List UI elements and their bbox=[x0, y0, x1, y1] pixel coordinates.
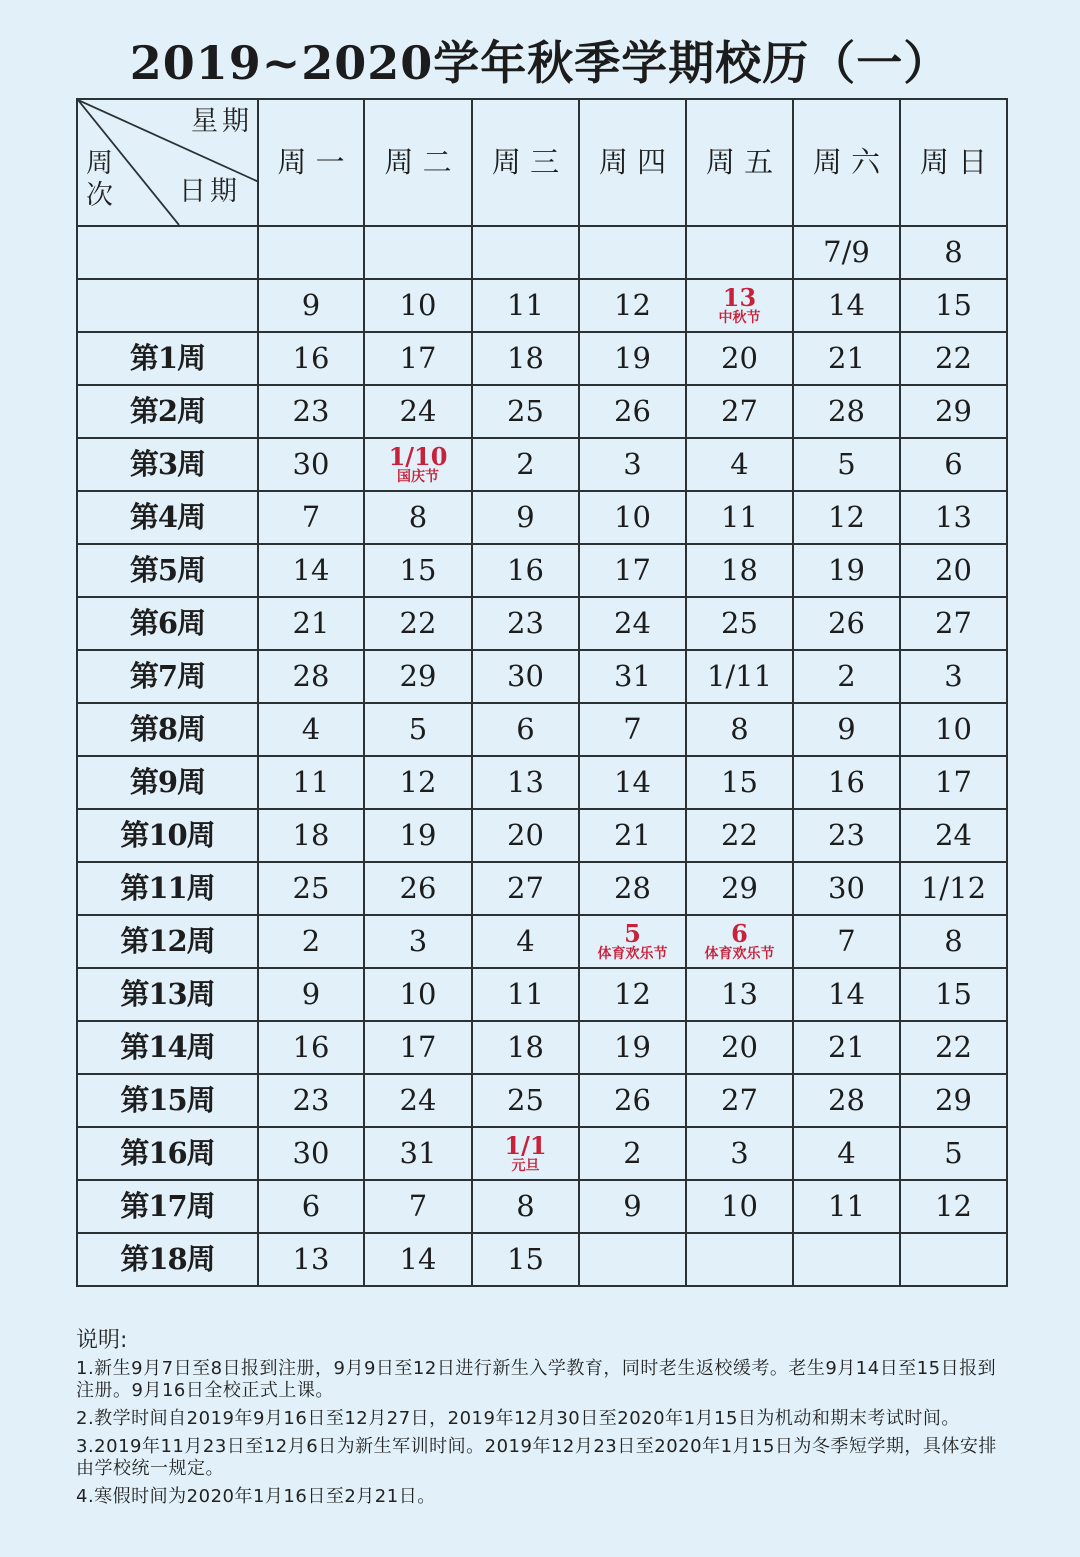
date-cell-tue: 3 bbox=[364, 915, 472, 968]
note-item: 4.寒假时间为2020年1月16日至2月21日。 bbox=[76, 1486, 436, 1507]
date-cell-fri: 22 bbox=[686, 809, 793, 862]
date-cell-fri: 3 bbox=[686, 1127, 793, 1180]
date-cell-fri: 20 bbox=[686, 1021, 793, 1074]
date-cell-thu: 26 bbox=[579, 1074, 686, 1127]
week-row bbox=[77, 597, 1007, 650]
date-cell-mon: 23 bbox=[258, 1074, 364, 1127]
date-cell-sat: 14 bbox=[793, 279, 900, 332]
date-cell-sat bbox=[793, 1233, 900, 1286]
week-label: 第18周 bbox=[77, 1233, 258, 1286]
week-row bbox=[77, 385, 1007, 438]
date-cell-sat: 7 bbox=[793, 915, 900, 968]
date-cell-tue: 17 bbox=[364, 332, 472, 385]
date-cell-mon: 7 bbox=[258, 491, 364, 544]
week-row bbox=[77, 1233, 1007, 1286]
date-cell-mon bbox=[258, 226, 364, 279]
corner-label-week-1: 周 bbox=[86, 148, 117, 179]
date-cell-thu bbox=[579, 226, 686, 279]
date-cell-sun: 27 bbox=[900, 597, 1007, 650]
holiday-date: 5 bbox=[624, 919, 641, 948]
date-cell-fri bbox=[686, 279, 793, 332]
date-cell-thu: 24 bbox=[579, 597, 686, 650]
date-cell-sat: 28 bbox=[793, 385, 900, 438]
date-cell-tue: 31 bbox=[364, 1127, 472, 1180]
date-cell-sat: 11 bbox=[793, 1180, 900, 1233]
date-cell-mon: 30 bbox=[258, 438, 364, 491]
date-cell-sat: 21 bbox=[793, 332, 900, 385]
day-header-sun: 周 日 bbox=[900, 99, 1007, 226]
date-cell-mon: 18 bbox=[258, 809, 364, 862]
date-cell-fri: 29 bbox=[686, 862, 793, 915]
date-cell-wed: 16 bbox=[472, 544, 579, 597]
date-cell-wed: 20 bbox=[472, 809, 579, 862]
date-cell-wed: 9 bbox=[472, 491, 579, 544]
date-cell-sun: 29 bbox=[900, 385, 1007, 438]
date-cell-thu: 31 bbox=[579, 650, 686, 703]
calendar-table bbox=[76, 98, 1008, 1287]
notes-heading: 说明: bbox=[76, 1328, 128, 1353]
holiday-date: 1/1 bbox=[504, 1131, 547, 1160]
day-header-wed: 周 三 bbox=[472, 99, 579, 226]
week-row bbox=[77, 756, 1007, 809]
week-label bbox=[77, 279, 258, 332]
date-cell-wed: 6 bbox=[472, 703, 579, 756]
date-cell-tue: 17 bbox=[364, 1021, 472, 1074]
date-cell-tue bbox=[364, 438, 472, 491]
date-cell-fri: 1/11 bbox=[686, 650, 793, 703]
date-cell-thu: 19 bbox=[579, 332, 686, 385]
week-label: 第7周 bbox=[77, 650, 258, 703]
date-cell-sat: 9 bbox=[793, 703, 900, 756]
holiday-marker bbox=[365, 442, 471, 485]
holiday-date: 13 bbox=[722, 283, 757, 312]
week-row bbox=[77, 809, 1007, 862]
note-item: 1.新生9月7日至8日报到注册，9月9日至12日进行新生入学教育，同时老生返校缓考。老生9月14日至15日报到注册。9月16日全校正式上课。 bbox=[76, 1358, 997, 1401]
date-cell-fri: 27 bbox=[686, 385, 793, 438]
date-cell-sat: 7/9 bbox=[793, 226, 900, 279]
date-cell-sun: 20 bbox=[900, 544, 1007, 597]
date-cell-tue: 29 bbox=[364, 650, 472, 703]
date-cell-mon: 16 bbox=[258, 1021, 364, 1074]
date-cell-fri: 10 bbox=[686, 1180, 793, 1233]
week-label: 第8周 bbox=[77, 703, 258, 756]
date-cell-tue: 24 bbox=[364, 385, 472, 438]
date-cell-thu: 26 bbox=[579, 385, 686, 438]
date-cell-sun: 12 bbox=[900, 1180, 1007, 1233]
date-cell-sun: 8 bbox=[900, 226, 1007, 279]
holiday-label: 国庆节 bbox=[397, 469, 439, 485]
date-cell-tue bbox=[364, 226, 472, 279]
date-cell-wed: 23 bbox=[472, 597, 579, 650]
date-cell-tue: 19 bbox=[364, 809, 472, 862]
week-label: 第3周 bbox=[77, 438, 258, 491]
date-cell-sun: 10 bbox=[900, 703, 1007, 756]
header-row bbox=[77, 99, 1007, 226]
date-cell-mon: 21 bbox=[258, 597, 364, 650]
date-cell-fri: 18 bbox=[686, 544, 793, 597]
day-header-sat: 周 六 bbox=[793, 99, 900, 226]
week-row bbox=[77, 279, 1007, 332]
date-cell-sun: 3 bbox=[900, 650, 1007, 703]
week-label: 第2周 bbox=[77, 385, 258, 438]
date-cell-thu bbox=[579, 915, 686, 968]
date-cell-tue: 12 bbox=[364, 756, 472, 809]
week-row bbox=[77, 438, 1007, 491]
date-cell-fri: 11 bbox=[686, 491, 793, 544]
week-row bbox=[77, 226, 1007, 279]
date-cell-thu: 2 bbox=[579, 1127, 686, 1180]
date-cell-wed: 2 bbox=[472, 438, 579, 491]
date-cell-fri bbox=[686, 1233, 793, 1286]
date-cell-tue: 8 bbox=[364, 491, 472, 544]
holiday-label: 元旦 bbox=[511, 1158, 540, 1174]
date-cell-sun: 15 bbox=[900, 968, 1007, 1021]
date-cell-sat: 2 bbox=[793, 650, 900, 703]
page-title: 2019~2020学年秋季学期校历（一） bbox=[129, 36, 951, 90]
week-row bbox=[77, 544, 1007, 597]
holiday-label: 体育欢乐节 bbox=[597, 946, 668, 962]
date-cell-mon: 23 bbox=[258, 385, 364, 438]
date-cell-sun: 17 bbox=[900, 756, 1007, 809]
note-item: 2.教学时间自2019年9月16日至12月27日，2019年12月30日至2020年1月15日为机动和期末考试时间。 bbox=[76, 1408, 960, 1429]
date-cell-sun: 24 bbox=[900, 809, 1007, 862]
day-header-tue: 周 二 bbox=[364, 99, 472, 226]
date-cell-wed: 15 bbox=[472, 1233, 579, 1286]
holiday-marker bbox=[473, 1131, 578, 1174]
week-label: 第11周 bbox=[77, 862, 258, 915]
date-cell-sat: 26 bbox=[793, 597, 900, 650]
date-cell-thu: 7 bbox=[579, 703, 686, 756]
date-cell-thu: 19 bbox=[579, 1021, 686, 1074]
date-cell-sat: 12 bbox=[793, 491, 900, 544]
holiday-marker bbox=[687, 919, 792, 962]
week-label: 第15周 bbox=[77, 1074, 258, 1127]
day-header-thu: 周 四 bbox=[579, 99, 686, 226]
date-cell-mon: 9 bbox=[258, 279, 364, 332]
date-cell-wed: 13 bbox=[472, 756, 579, 809]
date-cell-fri: 20 bbox=[686, 332, 793, 385]
holiday-marker bbox=[687, 283, 792, 326]
date-cell-wed bbox=[472, 1127, 579, 1180]
week-label: 第9周 bbox=[77, 756, 258, 809]
date-cell-fri: 25 bbox=[686, 597, 793, 650]
date-cell-sat: 4 bbox=[793, 1127, 900, 1180]
date-cell-fri: 13 bbox=[686, 968, 793, 1021]
date-cell-tue: 7 bbox=[364, 1180, 472, 1233]
date-cell-wed: 11 bbox=[472, 279, 579, 332]
date-cell-tue: 24 bbox=[364, 1074, 472, 1127]
date-cell-sat: 5 bbox=[793, 438, 900, 491]
date-cell-fri: 4 bbox=[686, 438, 793, 491]
date-cell-wed: 18 bbox=[472, 332, 579, 385]
week-label: 第12周 bbox=[77, 915, 258, 968]
date-cell-sat: 19 bbox=[793, 544, 900, 597]
day-header-fri: 周 五 bbox=[686, 99, 793, 226]
week-label: 第14周 bbox=[77, 1021, 258, 1074]
holiday-label: 中秋节 bbox=[718, 310, 761, 326]
date-cell-sun: 1/12 bbox=[900, 862, 1007, 915]
date-cell-sat: 14 bbox=[793, 968, 900, 1021]
date-cell-wed: 11 bbox=[472, 968, 579, 1021]
date-cell-mon: 14 bbox=[258, 544, 364, 597]
date-cell-mon: 13 bbox=[258, 1233, 364, 1286]
date-cell-mon: 30 bbox=[258, 1127, 364, 1180]
date-cell-mon: 9 bbox=[258, 968, 364, 1021]
date-cell-thu: 14 bbox=[579, 756, 686, 809]
date-cell-fri: 15 bbox=[686, 756, 793, 809]
corner-cell bbox=[77, 99, 258, 226]
date-cell-wed: 30 bbox=[472, 650, 579, 703]
date-cell-tue: 14 bbox=[364, 1233, 472, 1286]
date-cell-sun: 22 bbox=[900, 1021, 1007, 1074]
date-cell-wed: 8 bbox=[472, 1180, 579, 1233]
date-cell-wed: 27 bbox=[472, 862, 579, 915]
corner-label-date: 日期 bbox=[179, 176, 241, 207]
date-cell-mon: 2 bbox=[258, 915, 364, 968]
holiday-date: 6 bbox=[731, 919, 748, 948]
date-cell-mon: 16 bbox=[258, 332, 364, 385]
week-row bbox=[77, 1021, 1007, 1074]
date-cell-thu: 9 bbox=[579, 1180, 686, 1233]
date-cell-tue: 5 bbox=[364, 703, 472, 756]
week-row bbox=[77, 703, 1007, 756]
date-cell-wed: 25 bbox=[472, 1074, 579, 1127]
date-cell-thu: 17 bbox=[579, 544, 686, 597]
date-cell-tue: 22 bbox=[364, 597, 472, 650]
week-row bbox=[77, 332, 1007, 385]
date-cell-wed bbox=[472, 226, 579, 279]
week-row bbox=[77, 968, 1007, 1021]
date-cell-thu: 28 bbox=[579, 862, 686, 915]
week-row bbox=[77, 1180, 1007, 1233]
date-cell-tue: 26 bbox=[364, 862, 472, 915]
week-label: 第17周 bbox=[77, 1180, 258, 1233]
date-cell-sun: 6 bbox=[900, 438, 1007, 491]
week-label: 第4周 bbox=[77, 491, 258, 544]
week-row bbox=[77, 650, 1007, 703]
date-cell-thu: 3 bbox=[579, 438, 686, 491]
date-cell-sun bbox=[900, 1233, 1007, 1286]
date-cell-thu: 12 bbox=[579, 279, 686, 332]
date-cell-sun: 13 bbox=[900, 491, 1007, 544]
week-label bbox=[77, 226, 258, 279]
date-cell-thu: 10 bbox=[579, 491, 686, 544]
date-cell-fri: 27 bbox=[686, 1074, 793, 1127]
holiday-marker bbox=[580, 919, 685, 962]
date-cell-sun: 15 bbox=[900, 279, 1007, 332]
date-cell-sat: 30 bbox=[793, 862, 900, 915]
date-cell-sat: 16 bbox=[793, 756, 900, 809]
date-cell-sat: 23 bbox=[793, 809, 900, 862]
corner-label-week-2: 次 bbox=[86, 180, 117, 211]
notes-section bbox=[76, 1326, 1006, 1514]
holiday-date: 1/10 bbox=[388, 442, 448, 471]
date-cell-thu: 21 bbox=[579, 809, 686, 862]
date-cell-thu bbox=[579, 1233, 686, 1286]
date-cell-fri bbox=[686, 915, 793, 968]
date-cell-tue: 10 bbox=[364, 279, 472, 332]
date-cell-sun: 29 bbox=[900, 1074, 1007, 1127]
week-row bbox=[77, 915, 1007, 968]
date-cell-fri: 8 bbox=[686, 703, 793, 756]
week-label: 第6周 bbox=[77, 597, 258, 650]
date-cell-wed: 4 bbox=[472, 915, 579, 968]
week-label: 第10周 bbox=[77, 809, 258, 862]
holiday-label: 体育欢乐节 bbox=[704, 946, 775, 962]
date-cell-tue: 15 bbox=[364, 544, 472, 597]
date-cell-sat: 28 bbox=[793, 1074, 900, 1127]
date-cell-mon: 6 bbox=[258, 1180, 364, 1233]
date-cell-sat: 21 bbox=[793, 1021, 900, 1074]
week-label: 第13周 bbox=[77, 968, 258, 1021]
week-label: 第16周 bbox=[77, 1127, 258, 1180]
week-label: 第5周 bbox=[77, 544, 258, 597]
date-cell-thu: 12 bbox=[579, 968, 686, 1021]
date-cell-sun: 5 bbox=[900, 1127, 1007, 1180]
week-row bbox=[77, 1074, 1007, 1127]
date-cell-mon: 11 bbox=[258, 756, 364, 809]
date-cell-wed: 25 bbox=[472, 385, 579, 438]
week-row bbox=[77, 1127, 1007, 1180]
date-cell-tue: 10 bbox=[364, 968, 472, 1021]
week-row bbox=[77, 491, 1007, 544]
date-cell-wed: 18 bbox=[472, 1021, 579, 1074]
day-header-mon: 周 一 bbox=[258, 99, 364, 226]
note-item: 3.2019年11月23日至12月6日为新生军训时间。2019年12月23日至2020年1月15日为冬季短学期，具体安排由学校统一规定。 bbox=[76, 1436, 997, 1479]
date-cell-fri bbox=[686, 226, 793, 279]
date-cell-sun: 8 bbox=[900, 915, 1007, 968]
week-row bbox=[77, 862, 1007, 915]
date-cell-mon: 4 bbox=[258, 703, 364, 756]
date-cell-mon: 25 bbox=[258, 862, 364, 915]
week-label: 第1周 bbox=[77, 332, 258, 385]
date-cell-sun: 22 bbox=[900, 332, 1007, 385]
corner-label-weekday: 星期 bbox=[191, 106, 253, 137]
date-cell-mon: 28 bbox=[258, 650, 364, 703]
